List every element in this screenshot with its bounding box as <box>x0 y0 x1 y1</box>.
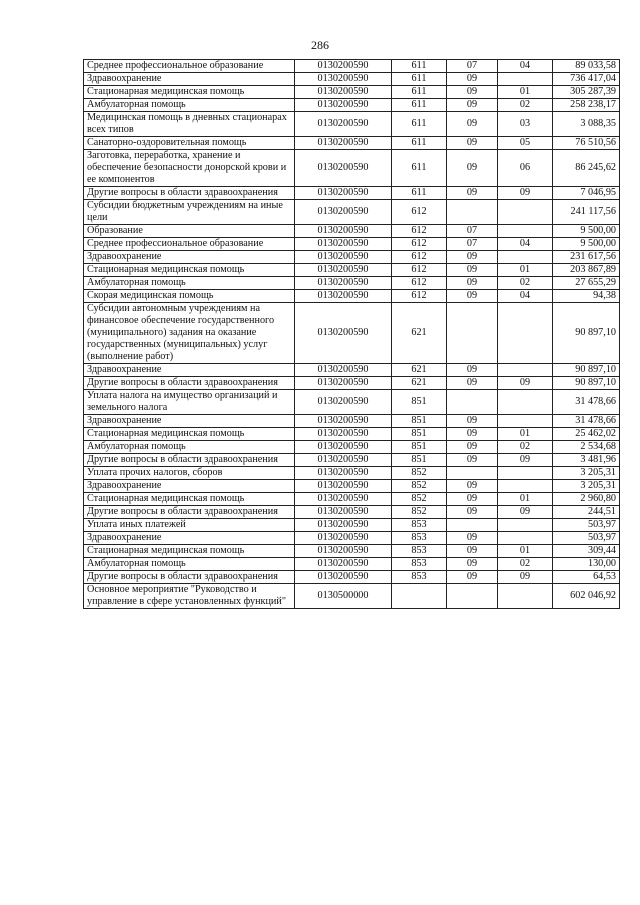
table-row <box>84 200 620 225</box>
table-row <box>84 506 620 519</box>
table-row <box>84 571 620 584</box>
target-article-cell: 0130200590 <box>295 364 392 377</box>
expense-type-cell: 611 <box>392 86 447 99</box>
target-article-cell: 0130200590 <box>295 377 392 390</box>
expense-type-cell: 851 <box>392 454 447 467</box>
amount-cell: 241 117,56 <box>553 200 620 225</box>
expense-type-cell: 621 <box>392 377 447 390</box>
expense-name-cell: Субсидии автономным учреждениям на финансовое обеспечение государственного (муниципального) задания на оказание государственных (муниципальных) услуг (выполнение работ) <box>84 303 295 364</box>
amount-cell: 3 088,35 <box>553 112 620 137</box>
expense-type-cell: 851 <box>392 441 447 454</box>
expense-type-cell: 852 <box>392 506 447 519</box>
target-article-cell: 0130200590 <box>295 480 392 493</box>
amount-cell: 76 510,56 <box>553 137 620 150</box>
expense-name-cell: Другие вопросы в области здравоохранения <box>84 571 295 584</box>
amount-cell: 9 500,00 <box>553 238 620 251</box>
table-row <box>84 390 620 415</box>
subsection-cell <box>498 584 553 609</box>
subsection-cell: 03 <box>498 112 553 137</box>
table-row <box>84 86 620 99</box>
amount-cell: 309,44 <box>553 545 620 558</box>
expense-type-cell: 612 <box>392 251 447 264</box>
expense-name-cell: Амбулаторная помощь <box>84 277 295 290</box>
table-row <box>84 377 620 390</box>
expense-type-cell: 612 <box>392 290 447 303</box>
table-row <box>84 290 620 303</box>
table-row <box>84 187 620 200</box>
target-article-cell: 0130200590 <box>295 150 392 187</box>
expense-type-cell: 852 <box>392 467 447 480</box>
table-row <box>84 545 620 558</box>
amount-cell: 231 617,56 <box>553 251 620 264</box>
expense-type-cell: 621 <box>392 364 447 377</box>
expense-name-cell: Скорая медицинская помощь <box>84 290 295 303</box>
target-article-cell: 0130200590 <box>295 187 392 200</box>
table-row <box>84 364 620 377</box>
expense-type-cell: 611 <box>392 112 447 137</box>
target-article-cell: 0130200590 <box>295 467 392 480</box>
subsection-cell: 01 <box>498 545 553 558</box>
target-article-cell: 0130200590 <box>295 415 392 428</box>
section-cell <box>447 200 498 225</box>
amount-cell: 503,97 <box>553 519 620 532</box>
target-article-cell: 0130200590 <box>295 225 392 238</box>
amount-cell: 90 897,10 <box>553 377 620 390</box>
amount-cell: 90 897,10 <box>553 303 620 364</box>
expense-name-cell: Санаторно-оздоровительная помощь <box>84 137 295 150</box>
table-row <box>84 441 620 454</box>
section-cell: 09 <box>447 454 498 467</box>
subsection-cell: 09 <box>498 571 553 584</box>
subsection-cell: 04 <box>498 238 553 251</box>
table-row <box>84 415 620 428</box>
expense-name-cell: Стационарная медицинская помощь <box>84 264 295 277</box>
amount-cell: 305 287,39 <box>553 86 620 99</box>
expense-name-cell: Уплата иных платежей <box>84 519 295 532</box>
amount-cell: 89 033,58 <box>553 60 620 73</box>
subsection-cell <box>498 73 553 86</box>
table-row <box>84 99 620 112</box>
expense-name-cell: Стационарная медицинская помощь <box>84 493 295 506</box>
table-row <box>84 519 620 532</box>
subsection-cell: 05 <box>498 137 553 150</box>
target-article-cell: 0130200590 <box>295 200 392 225</box>
expense-type-cell: 612 <box>392 264 447 277</box>
expense-name-cell: Основное мероприятие "Руководство и управление в сфере установленных функций" <box>84 584 295 609</box>
subsection-cell: 09 <box>498 454 553 467</box>
expense-name-cell: Амбулаторная помощь <box>84 99 295 112</box>
expense-name-cell: Среднее профессиональное образование <box>84 238 295 251</box>
subsection-cell <box>498 532 553 545</box>
section-cell: 09 <box>447 187 498 200</box>
subsection-cell: 02 <box>498 99 553 112</box>
amount-cell: 27 655,29 <box>553 277 620 290</box>
subsection-cell: 02 <box>498 441 553 454</box>
table-row <box>84 428 620 441</box>
expense-type-cell: 611 <box>392 137 447 150</box>
expense-type-cell: 611 <box>392 60 447 73</box>
expense-name-cell: Другие вопросы в области здравоохранения <box>84 454 295 467</box>
section-cell: 09 <box>447 86 498 99</box>
target-article-cell: 0130200590 <box>295 558 392 571</box>
expense-type-cell: 612 <box>392 200 447 225</box>
expense-type-cell: 611 <box>392 99 447 112</box>
subsection-cell <box>498 390 553 415</box>
target-article-cell: 0130200590 <box>295 454 392 467</box>
section-cell: 09 <box>447 251 498 264</box>
subsection-cell: 01 <box>498 493 553 506</box>
expense-name-cell: Стационарная медицинская помощь <box>84 545 295 558</box>
expense-name-cell: Среднее профессиональное образование <box>84 60 295 73</box>
target-article-cell: 0130200590 <box>295 251 392 264</box>
section-cell: 09 <box>447 532 498 545</box>
amount-cell: 9 500,00 <box>553 225 620 238</box>
expense-name-cell: Уплата налога на имущество организаций и земельного налога <box>84 390 295 415</box>
subsection-cell <box>498 467 553 480</box>
section-cell: 09 <box>447 277 498 290</box>
expense-name-cell: Другие вопросы в области здравоохранения <box>84 506 295 519</box>
expense-type-cell: 852 <box>392 480 447 493</box>
target-article-cell: 0130200590 <box>295 519 392 532</box>
section-cell: 09 <box>447 264 498 277</box>
section-cell: 09 <box>447 150 498 187</box>
amount-cell: 602 046,92 <box>553 584 620 609</box>
expense-name-cell: Здравоохранение <box>84 532 295 545</box>
expense-name-cell: Амбулаторная помощь <box>84 558 295 571</box>
amount-cell: 244,51 <box>553 506 620 519</box>
section-cell: 09 <box>447 377 498 390</box>
amount-cell: 3 205,31 <box>553 467 620 480</box>
subsection-cell: 09 <box>498 187 553 200</box>
target-article-cell: 0130200590 <box>295 86 392 99</box>
target-article-cell: 0130200590 <box>295 137 392 150</box>
table-row <box>84 60 620 73</box>
budget-table <box>83 59 620 609</box>
expense-type-cell: 612 <box>392 277 447 290</box>
section-cell: 09 <box>447 441 498 454</box>
page-number: 286 <box>311 38 329 52</box>
table-row <box>84 112 620 137</box>
amount-cell: 503,97 <box>553 532 620 545</box>
amount-cell: 86 245,62 <box>553 150 620 187</box>
subsection-cell: 01 <box>498 428 553 441</box>
target-article-cell: 0130200590 <box>295 571 392 584</box>
table-row <box>84 238 620 251</box>
target-article-cell: 0130200590 <box>295 303 392 364</box>
expense-name-cell: Стационарная медицинская помощь <box>84 86 295 99</box>
expense-type-cell: 852 <box>392 493 447 506</box>
target-article-cell: 0130200590 <box>295 545 392 558</box>
section-cell: 07 <box>447 60 498 73</box>
expense-name-cell: Уплата прочих налогов, сборов <box>84 467 295 480</box>
expense-type-cell <box>392 584 447 609</box>
target-article-cell: 0130200590 <box>295 277 392 290</box>
target-article-cell: 0130200590 <box>295 506 392 519</box>
expense-type-cell: 621 <box>392 303 447 364</box>
subsection-cell: 04 <box>498 290 553 303</box>
expense-type-cell: 853 <box>392 571 447 584</box>
table-row <box>84 264 620 277</box>
table-row <box>84 150 620 187</box>
section-cell: 09 <box>447 73 498 86</box>
expense-type-cell: 611 <box>392 150 447 187</box>
table-row <box>84 558 620 571</box>
section-cell: 07 <box>447 238 498 251</box>
table-row <box>84 467 620 480</box>
expense-name-cell: Заготовка, переработка, хранение и обеспечение безопасности донорской крови и ее компонентов <box>84 150 295 187</box>
subsection-cell <box>498 519 553 532</box>
section-cell: 09 <box>447 558 498 571</box>
section-cell: 09 <box>447 99 498 112</box>
subsection-cell: 02 <box>498 277 553 290</box>
table-row <box>84 137 620 150</box>
amount-cell: 94,38 <box>553 290 620 303</box>
target-article-cell: 0130200590 <box>295 441 392 454</box>
section-cell <box>447 584 498 609</box>
section-cell: 09 <box>447 480 498 493</box>
amount-cell: 7 046,95 <box>553 187 620 200</box>
subsection-cell <box>498 480 553 493</box>
subsection-cell: 09 <box>498 377 553 390</box>
section-cell: 09 <box>447 112 498 137</box>
amount-cell: 3 205,31 <box>553 480 620 493</box>
section-cell: 09 <box>447 506 498 519</box>
target-article-cell: 0130200590 <box>295 493 392 506</box>
table-row <box>84 251 620 264</box>
expense-type-cell: 611 <box>392 187 447 200</box>
expense-name-cell: Здравоохранение <box>84 364 295 377</box>
section-cell: 09 <box>447 493 498 506</box>
section-cell <box>447 519 498 532</box>
expense-name-cell: Образование <box>84 225 295 238</box>
expense-name-cell: Стационарная медицинская помощь <box>84 428 295 441</box>
amount-cell: 64,53 <box>553 571 620 584</box>
subsection-cell <box>498 200 553 225</box>
target-article-cell: 0130200590 <box>295 73 392 86</box>
target-article-cell: 0130200590 <box>295 238 392 251</box>
expense-type-cell: 851 <box>392 415 447 428</box>
subsection-cell <box>498 364 553 377</box>
target-article-cell: 0130200590 <box>295 390 392 415</box>
section-cell: 09 <box>447 137 498 150</box>
amount-cell: 3 481,96 <box>553 454 620 467</box>
target-article-cell: 0130200590 <box>295 112 392 137</box>
section-cell <box>447 390 498 415</box>
subsection-cell: 06 <box>498 150 553 187</box>
expense-name-cell: Амбулаторная помощь <box>84 441 295 454</box>
table-row <box>84 532 620 545</box>
target-article-cell: 0130500000 <box>295 584 392 609</box>
expense-type-cell: 853 <box>392 532 447 545</box>
amount-cell: 2 534,68 <box>553 441 620 454</box>
expense-type-cell: 853 <box>392 558 447 571</box>
amount-cell: 130,00 <box>553 558 620 571</box>
amount-cell: 203 867,89 <box>553 264 620 277</box>
expense-name-cell: Здравоохранение <box>84 73 295 86</box>
amount-cell: 31 478,66 <box>553 415 620 428</box>
section-cell: 09 <box>447 571 498 584</box>
section-cell <box>447 303 498 364</box>
table-row <box>84 584 620 609</box>
table-row <box>84 277 620 290</box>
expense-type-cell: 851 <box>392 428 447 441</box>
expense-name-cell: Медицинская помощь в дневных стационарах всех типов <box>84 112 295 137</box>
expense-type-cell: 853 <box>392 545 447 558</box>
expense-name-cell: Другие вопросы в области здравоохранения <box>84 187 295 200</box>
subsection-cell <box>498 415 553 428</box>
subsection-cell: 04 <box>498 60 553 73</box>
expense-type-cell: 612 <box>392 225 447 238</box>
amount-cell: 736 417,04 <box>553 73 620 86</box>
amount-cell: 25 462,02 <box>553 428 620 441</box>
subsection-cell: 01 <box>498 264 553 277</box>
section-cell <box>447 467 498 480</box>
subsection-cell <box>498 225 553 238</box>
target-article-cell: 0130200590 <box>295 290 392 303</box>
subsection-cell <box>498 251 553 264</box>
expense-name-cell: Здравоохранение <box>84 415 295 428</box>
target-article-cell: 0130200590 <box>295 60 392 73</box>
amount-cell: 258 238,17 <box>553 99 620 112</box>
target-article-cell: 0130200590 <box>295 264 392 277</box>
amount-cell: 31 478,66 <box>553 390 620 415</box>
expense-type-cell: 851 <box>392 390 447 415</box>
section-cell: 09 <box>447 364 498 377</box>
subsection-cell <box>498 303 553 364</box>
table-row <box>84 303 620 364</box>
section-cell: 09 <box>447 290 498 303</box>
expense-name-cell: Здравоохранение <box>84 480 295 493</box>
target-article-cell: 0130200590 <box>295 532 392 545</box>
subsection-cell: 09 <box>498 506 553 519</box>
expense-type-cell: 612 <box>392 238 447 251</box>
table-row <box>84 454 620 467</box>
table-row <box>84 225 620 238</box>
target-article-cell: 0130200590 <box>295 99 392 112</box>
expense-type-cell: 853 <box>392 519 447 532</box>
section-cell: 07 <box>447 225 498 238</box>
budget-table-body <box>84 60 620 609</box>
table-row <box>84 73 620 86</box>
expense-name-cell: Субсидии бюджетным учреждениям на иные цели <box>84 200 295 225</box>
expense-name-cell: Другие вопросы в области здравоохранения <box>84 377 295 390</box>
expense-name-cell: Здравоохранение <box>84 251 295 264</box>
section-cell: 09 <box>447 415 498 428</box>
amount-cell: 2 960,80 <box>553 493 620 506</box>
section-cell: 09 <box>447 428 498 441</box>
section-cell: 09 <box>447 545 498 558</box>
expense-type-cell: 611 <box>392 73 447 86</box>
table-row <box>84 493 620 506</box>
subsection-cell: 02 <box>498 558 553 571</box>
amount-cell: 90 897,10 <box>553 364 620 377</box>
table-row <box>84 480 620 493</box>
subsection-cell: 01 <box>498 86 553 99</box>
target-article-cell: 0130200590 <box>295 428 392 441</box>
